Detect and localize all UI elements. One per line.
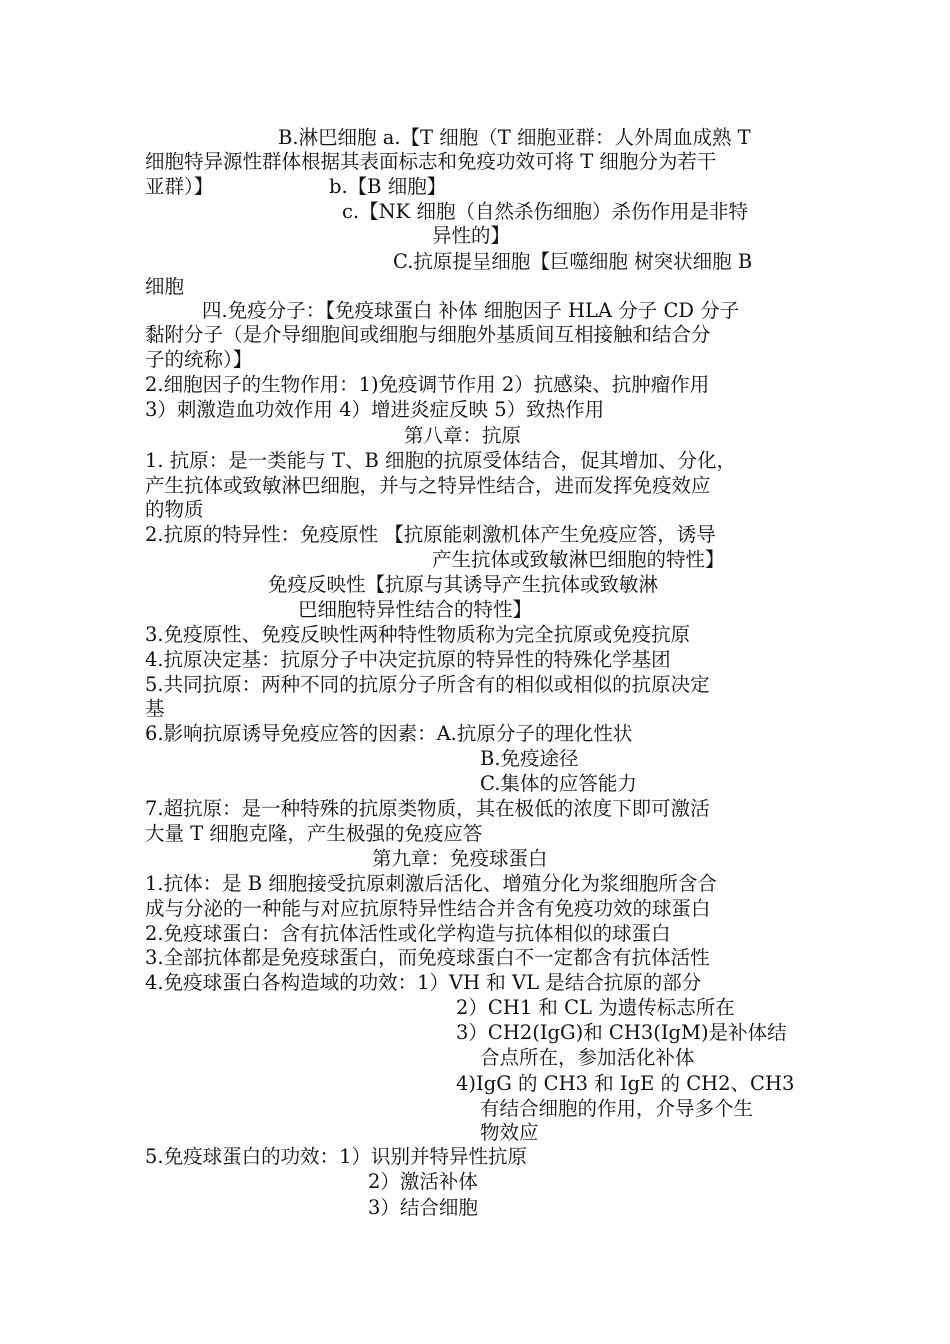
text-line: 基 (145, 697, 165, 720)
text-line: 免疫反映性【抗原与其诱导产生抗体或致敏淋 (268, 573, 659, 596)
text-line: 子的统称）】 (145, 348, 253, 371)
text-line: 2）CH1 和 CL 为遗传标志所在 (456, 996, 735, 1019)
text-line: B.免疫途径 (480, 747, 579, 770)
text-line: 3.免疫原性、免疫反映性两种特性物质称为完全抗原或免疫抗原 (145, 623, 691, 646)
text-line: 2.抗原的特异性：免疫原性 【抗原能刺激机体产生免疫应答，诱导 (145, 523, 716, 546)
text-line: 4)IgG 的 CH3 和 IgE 的 CH2、CH3 (456, 1072, 795, 1095)
text-line: 黏附分子（是介导细胞间或细胞与细胞外基质间互相接触和结合分 (145, 323, 711, 346)
text-line: 细胞特异源性群体根据其表面标志和免疫功效可将 T 细胞分为若干 (145, 150, 717, 173)
text-line: 亚群）】 (145, 175, 214, 198)
text-line: 1.抗体：是 B 细胞接受抗原刺激后活化、增殖分化为浆细胞所含合 (145, 872, 717, 895)
text-line: 6.影响抗原诱导免疫应答的因素：A.抗原分子的理化性状 (145, 722, 633, 745)
text-line: 细胞 (145, 275, 185, 298)
text-line: 3）刺激造血功效作用 4）增进炎症反映 5）致热作用 (145, 398, 605, 421)
text-line: 3.全部抗体都是免疫球蛋白，而免疫球蛋白不一定都含有抗体活性 (145, 946, 710, 969)
text-line: 3）CH2(IgG)和 CH3(IgM)是补体结 (456, 1021, 787, 1044)
text-line: 2）激活补体 (368, 1170, 478, 1193)
text-line: 物效应 (480, 1121, 539, 1144)
text-line: b.【B 细胞】 (329, 175, 447, 198)
text-line: 的物质 (145, 498, 204, 521)
text-line: 3）结合细胞 (368, 1196, 478, 1219)
text-line: 异性的】 (432, 224, 511, 247)
chapter-heading: 第八章：抗原 (404, 424, 522, 447)
text-line: 5.共同抗原：两种不同的抗原分子所含有的相似或相似的抗原决定 (145, 673, 710, 696)
text-line: 四.免疫分子：【免疫球蛋白 补体 细胞因子 HLA 分子 CD 分子 (202, 299, 740, 322)
text-line: 2.细胞因子的生物作用：1)免疫调节作用 2）抗感染、抗肿瘤作用 (145, 373, 710, 396)
text-line: 产生抗体或致敏淋巴细胞的特性】 (432, 548, 725, 571)
text-line: 1. 抗原：是一类能与 T、B 细胞的抗原受体结合，促其增加、分化， (145, 449, 737, 472)
text-line: C.集体的应答能力 (480, 772, 637, 795)
text-line: 产生抗体或致敏淋巴细胞，并与之特异性结合，进而发挥免疫效应 (145, 474, 711, 497)
text-line: 有结合细胞的作用，介导多个生 (480, 1097, 754, 1120)
text-line: 5.免疫球蛋白的功效：1）识别并特异性抗原 (145, 1145, 528, 1168)
chapter-heading: 第九章：免疫球蛋白 (372, 847, 548, 870)
text-line: 大量 T 细胞克隆，产生极强的免疫应答 (145, 822, 483, 845)
text-line: C.抗原提呈细胞【巨噬细胞 树突状细胞 B (393, 250, 753, 273)
text-line: 7.超抗原：是一种特殊的抗原类物质，其在极低的浓度下即可激活 (145, 797, 710, 820)
text-line: 2.免疫球蛋白：含有抗体活性或化学构造与抗体相似的球蛋白 (145, 922, 671, 945)
text-line: 合点所在，参加活化补体 (480, 1046, 695, 1069)
text-line: 巴细胞特异性结合的特性】 (298, 598, 533, 621)
text-line: 成与分泌的一种能与对应抗原特异性结合并含有免疫功效的球蛋白 (145, 897, 711, 920)
text-line: c.【NK 细胞（自然杀伤细胞）杀伤作用是非特 (342, 200, 748, 223)
text-line: B.淋巴细胞 a.【T 细胞（T 细胞亚群：人外周血成熟 T (278, 126, 751, 149)
text-line: 4.抗原决定基：抗原分子中决定抗原的特异性的特殊化学基团 (145, 648, 671, 671)
text-line: 4.免疫球蛋白各构造域的功效：1）VH 和 VL 是结合抗原的部分 (145, 971, 702, 994)
